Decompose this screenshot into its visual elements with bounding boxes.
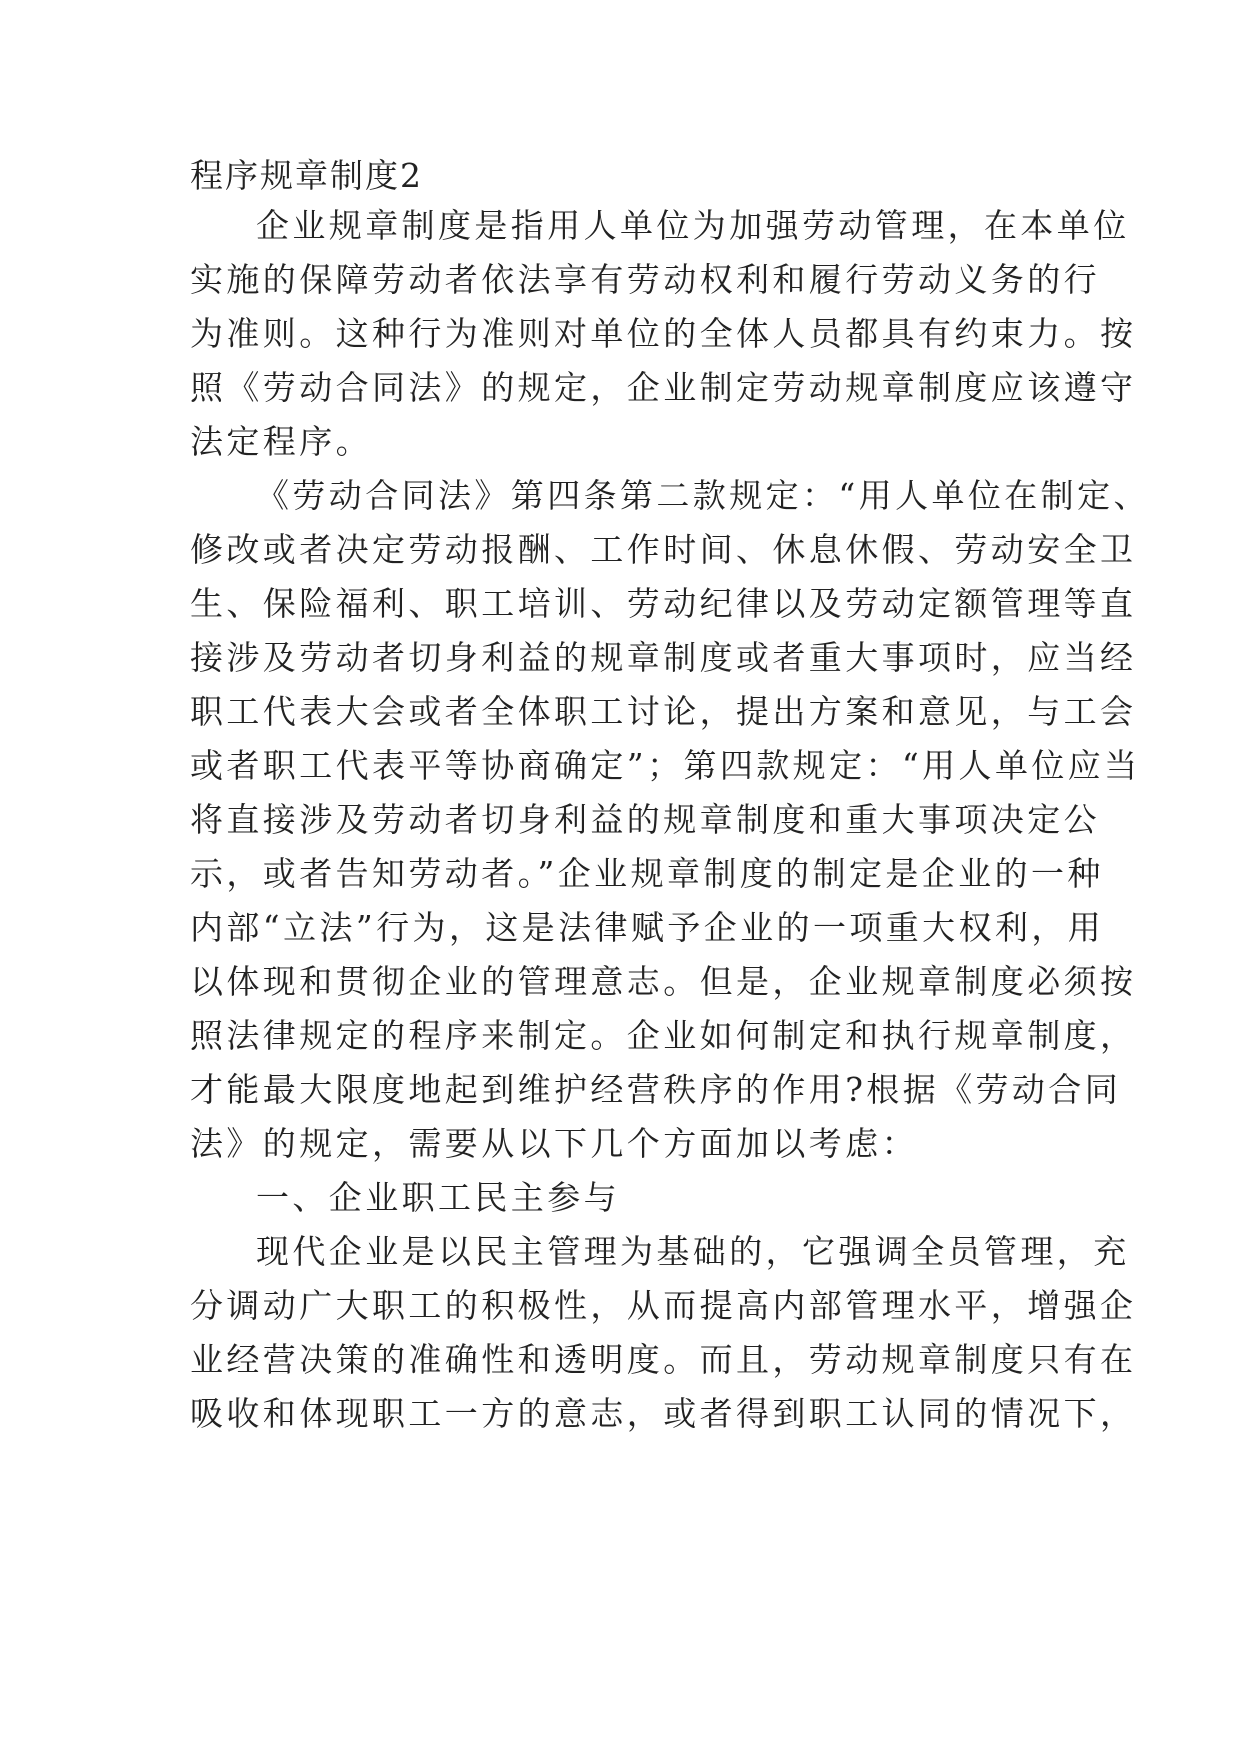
paragraph-line: 内部“立法”行为，这是法律赋予企业的一项重大权利，用 xyxy=(190,908,1105,947)
paragraph-line: 照法律规定的程序来制定。企业如何制定和执行规章制度， xyxy=(190,1016,1137,1055)
paragraph-line: 法》的规定，需要从以下几个方面加以考虑： xyxy=(190,1124,918,1163)
paragraph-line: 将直接涉及劳动者切身利益的规章制度和重大事项决定公 xyxy=(190,800,1100,839)
paragraph-line: 接涉及劳动者切身利益的规章制度或者重大事项时，应当经 xyxy=(190,638,1137,677)
paragraph-line: 以体现和贯彻企业的管理意志。但是，企业规章制度必须按 xyxy=(190,962,1137,1001)
paragraph-line: 为准则。这种行为准则对单位的全体人员都具有约束力。按 xyxy=(190,314,1137,353)
page-title: 程序规章制度2 xyxy=(190,156,423,195)
paragraph-line: 职工代表大会或者全体职工讨论，提出方案和意见，与工会 xyxy=(190,692,1137,731)
paragraph-line: 照《劳动合同法》的规定，企业制定劳动规章制度应该遵守 xyxy=(190,368,1137,407)
paragraph-line: 才能最大限度地起到维护经营秩序的作用?根据《劳动合同 xyxy=(190,1070,1122,1109)
paragraph-line: 或者职工代表平等协商确定”；第四款规定：“用人单位应当 xyxy=(190,746,1141,785)
paragraph-line: 现代企业是以民主管理为基础的，它强调全员管理，充 xyxy=(256,1232,1130,1271)
paragraph-line: 业经营决策的准确性和透明度。而且，劳动规章制度只有在 xyxy=(190,1340,1137,1379)
paragraph-line: 实施的保障劳动者依法享有劳动权利和履行劳动义务的行 xyxy=(190,260,1100,299)
paragraph-line: 示，或者告知劳动者。”企业规章制度的制定是企业的一种 xyxy=(190,854,1104,893)
paragraph-line: 分调动广大职工的积极性，从而提高内部管理水平，增强企 xyxy=(190,1286,1137,1325)
paragraph-line: 企业规章制度是指用人单位为加强劳动管理，在本单位 xyxy=(256,206,1130,245)
section-heading: 一、企业职工民主参与 xyxy=(256,1178,620,1217)
paragraph-line: 修改或者决定劳动报酬、工作时间、休息休假、劳动安全卫 xyxy=(190,530,1137,569)
paragraph-line: 《劳动合同法》第四条第二款规定：“用人单位在制定、 xyxy=(256,476,1150,515)
paragraph-line: 吸收和体现职工一方的意志，或者得到职工认同的情况下， xyxy=(190,1394,1137,1433)
paragraph-line: 法定程序。 xyxy=(190,422,372,461)
paragraph-line: 生、保险福利、职工培训、劳动纪律以及劳动定额管理等直 xyxy=(190,584,1137,623)
